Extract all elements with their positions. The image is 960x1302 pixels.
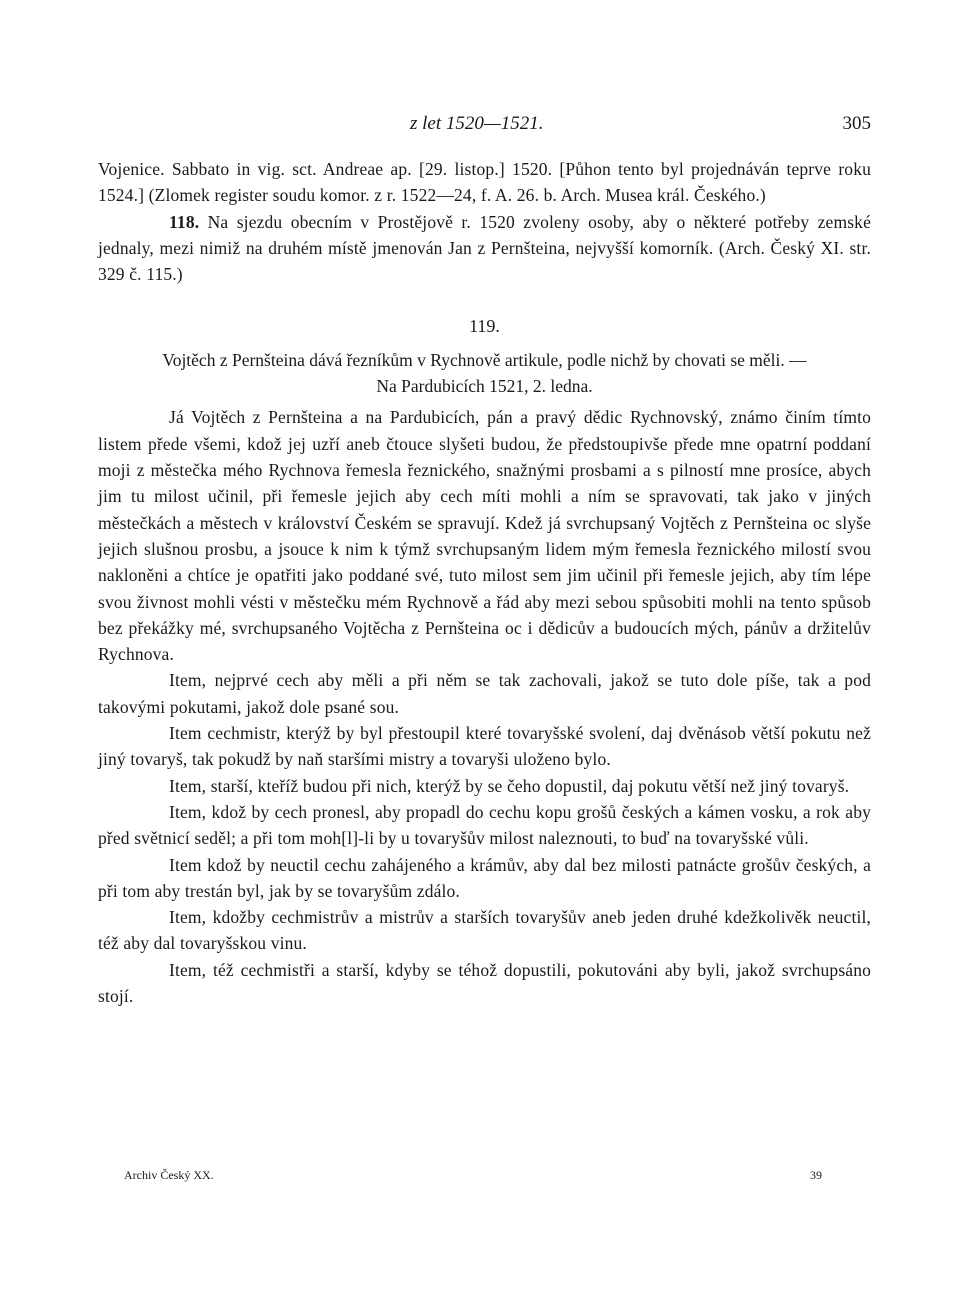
document-page — [98, 0, 871, 1302]
running-header — [98, 113, 871, 139]
paragraph-charter: Já Vojtěch z Pernšteina a na Pardubicích, pán a pravý dědic Rychnovský, známo činím tímto listem přede všemi, kdož jej uzří aneb čtouce slyšeti budou, že předstoupivše přede mne opatrní poddaní moji z městečka mého Rychnova řemesla řeznického, snažnými prosbami a s pilností mne prosíce, abych jim tu milost učinil, při řemesle jejich aby cech míti mohli a ním se spravovati, tak jako v jiných městečkách a městech v království Českém se spravují. Kdež já svrchupsaný Vojtěch z Pernšteina oc slyše jejich slušnou prosbu, a jsouce k nim k týmž svrchupsaným lidem mým řemesla řeznického milostí svou nakloněni a chtíce je opatřiti jako poddané své, tuto milost sem jim učinil při řemesle jejich, aby tím lépe svou živnost mohli vésti v městečku mém Rychnově a řád aby mezi sebou spůsobiti mohli na tento spůsob bez překážky mé, svrchupsaného Vojtěcha z Pernšteina oc i dědicův a budoucích mých, pánův a držitelův Rychnova. — [98, 407, 871, 665]
paragraph-item-6: Item, kdožby cechmistrův a mistrův a starších tovaryšův aneb jeden druhé kdežkolivěk neuctil, též aby dal tovaryšskou vinu. — [98, 907, 871, 954]
body-text — [98, 156, 871, 1009]
entry-118 — [98, 209, 871, 288]
entry-118-text: Na sjezdu obecním v Prostějově r. 1520 zvoleny osoby, aby o některé potřeby zemské jednaly, mezi nimiž na druhém místě jmenován Jan z Pernšteina, nejvyšší komorník. (Arch. Český XI. str. 329 č. 115.) — [98, 211, 871, 285]
paragraph-item-1: Item, nejprvé cech aby měli a při něm se tak zachovali, jakož se tuto dole píše, tak a pod takovými pokutami, jakož dole psané sou. — [98, 670, 871, 717]
intro-paragraph: Vojenice. Sabbato in vig. sct. Andreae ap. [29. listop.] 1520. [Půhon tento byl projednáván teprve roku 1524.] (Zlomek register soudu komor. z r. 1522—24, f. A. 26. b. Arch. Musea král. Českého.) — [98, 159, 871, 206]
paragraph-item-4: Item, kdož by cech pronesl, aby propadl do cechu kopu grošů českých a kámen vosku, a rok aby před světnicí seděl; a při tom moh[l]-li by u tovaryšův milost naleznouti, to buď na tovaryšské vůli. — [98, 801, 871, 849]
entry-118-number: 118. — [169, 211, 200, 232]
paragraph-item-2: Item cechmistr, kterýž by byl přestoupil které tovaryšské svolení, daj dvěnásob větší pokutu než jiný tovaryš, tak pokudž by naň staršími mistry a tovaryši uloženo bylo. — [98, 723, 871, 770]
paragraph-item-3: Item, starší, kteříž budou při nich, kterýž by se čeho dopustil, daj pokutu větší než jiný tovaryš. — [169, 775, 850, 796]
entry-119-title-line-1: Vojtěch z Pernšteina dává řezníkům v Rychnově artikule, podle nichž by chovati se měli. — — [162, 350, 807, 371]
paragraph-item-5: Item kdož by neuctil cechu zahájeného a krámův, aby dal bez milosti patnácte grošův českých, a při tom aby trestán byl, jak by se tovaryšům zdálo. — [98, 854, 871, 901]
running-title: z let 1520—1521. — [410, 113, 544, 134]
page-number: 305 — [842, 113, 871, 134]
signature-number: 39 — [810, 1168, 822, 1182]
entry-119-title — [98, 347, 871, 399]
entry-119-number: 119. — [469, 316, 500, 337]
entry-119-title-line-2: Na Pardubicích 1521, 2. ledna. — [376, 376, 593, 397]
signature-mark: Archiv Český XX. — [124, 1168, 214, 1182]
paragraph-item-7: Item, též cechmistři a starší, kdyby se téhož dopustili, pokutováni aby byli, jakož svrchupsáno stojí. — [98, 959, 871, 1007]
